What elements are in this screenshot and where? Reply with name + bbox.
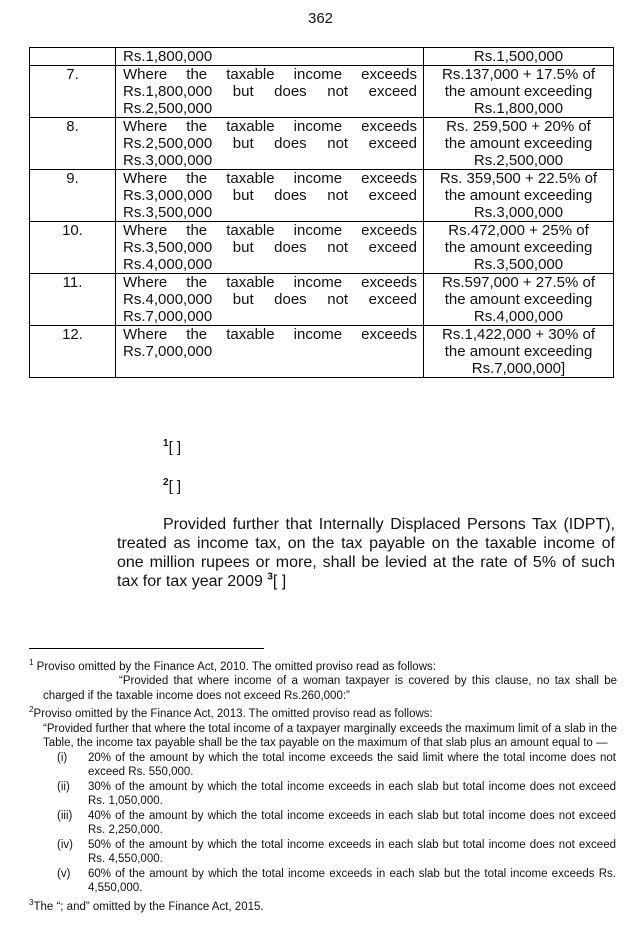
footnote-3: [29, 896, 617, 914]
condition-line: Rs.3,000,000: [123, 152, 213, 169]
slab-rate: [424, 48, 614, 66]
omitted-proviso-2: [163, 477, 181, 495]
condition-line: Rs.4,000,000: [123, 256, 213, 273]
rate-line: the amount exceeding: [444, 83, 593, 100]
slab-condition: [116, 170, 424, 222]
footnote-3-text: The “; and” omitted by the Finance Act, 2015.: [33, 900, 264, 913]
condition-line: Where the taxable income exceeds: [123, 118, 417, 135]
rate-line: Rs.597,000 + 27.5% of: [441, 274, 596, 291]
slab-rate: [424, 326, 614, 378]
condition-line: Rs.1,800,000 but does not exceed: [123, 83, 417, 100]
slab-condition: [116, 118, 424, 170]
slab-condition: [116, 326, 424, 378]
condition-line: Rs.2,500,000: [123, 100, 213, 117]
condition-line: Where the taxable income exceeds: [123, 170, 417, 187]
omitted-brackets-1: [ ]: [168, 439, 182, 456]
list-item: [29, 838, 617, 867]
table-row: [30, 326, 614, 378]
omitted-brackets-3: [ ]: [272, 573, 287, 590]
rate-line: Rs.7,000,000]: [471, 360, 566, 377]
slab-number: 8.: [30, 118, 116, 170]
footnote-marker-2: 2: [29, 705, 34, 715]
slab-rate: [424, 170, 614, 222]
footnote-2: [29, 703, 617, 721]
rate-line: Rs.4,000,000: [473, 308, 564, 325]
table-row: [30, 118, 614, 170]
item-numeral: (v): [57, 867, 71, 880]
slab-number: 11.: [30, 274, 116, 326]
slab-number: 12.: [30, 326, 116, 378]
rate-line: Rs. 259,500 + 20% of: [446, 118, 591, 135]
item-text: 50% of the amount by which the total income exceeds in each slab but total income does not exceed Rs. 4,550,000.: [88, 838, 616, 866]
slab-condition: [116, 222, 424, 274]
footnotes: [29, 656, 617, 914]
table-row: [30, 66, 614, 118]
item-numeral: (iii): [57, 809, 73, 822]
condition-line: Rs.1,800,000: [123, 48, 213, 65]
list-item: [29, 867, 617, 896]
condition-line: Where the taxable income exceeds: [123, 66, 417, 83]
list-item: [29, 780, 617, 809]
footnote-1-quote: “Provided that where income of a woman taxpayer is covered by this clause, no tax shall be charged if the taxable income does not exceed Rs.260,000:”: [43, 675, 617, 702]
slab-number: 10.: [30, 222, 116, 274]
rate-line: Rs.3,500,000: [473, 256, 564, 273]
rate-line: Rs.137,000 + 17.5% of: [441, 66, 596, 83]
slab-number: [30, 48, 116, 66]
rate-line: the amount exceeding: [444, 187, 593, 204]
slab-rate: [424, 274, 614, 326]
footnote-ref-3: 3: [267, 571, 273, 583]
rate-line: Rs.1,500,000: [473, 48, 564, 65]
table-row: [30, 170, 614, 222]
rate-line: Rs.1,422,000 + 30% of: [441, 326, 596, 343]
item-numeral: (i): [57, 751, 68, 764]
rate-line: Rs.1,800,000: [473, 100, 564, 117]
slab-number: 9.: [30, 170, 116, 222]
condition-line: Rs.4,000,000 but does not exceed: [123, 291, 417, 308]
omitted-brackets-2: [ ]: [168, 478, 182, 495]
item-text: 60% of the amount by which the total income exceeds in each slab but the total income exceeds Rs. 4,550,000.: [88, 867, 616, 895]
condition-line: Rs.7,000,000: [123, 343, 213, 360]
rate-line: the amount exceeding: [444, 239, 593, 256]
footnote-1-text: Proviso omitted by the Finance Act, 2010. The omitted proviso read as follows:: [33, 660, 436, 673]
condition-line: Where the taxable income exceeds: [123, 222, 417, 239]
list-item: [29, 809, 617, 838]
condition-line: Where the taxable income exceeds: [123, 274, 417, 291]
rate-line: Rs.3,000,000: [473, 204, 564, 221]
slab-condition: [116, 274, 424, 326]
table-row: [30, 274, 614, 326]
slab-rate: [424, 118, 614, 170]
footnote-marker-3: 3: [29, 897, 34, 907]
table-row: [30, 222, 614, 274]
footnote-divider: [29, 648, 264, 649]
idpt-proviso: [117, 515, 615, 591]
footnote-2-text: Proviso omitted by the Finance Act, 2013. The omitted proviso read as follows:: [33, 708, 433, 721]
footnote-ref-2: 2: [163, 477, 169, 488]
list-item: [29, 751, 617, 780]
footnote-2-items: [29, 751, 617, 896]
tax-rate-table: [29, 47, 614, 378]
rate-line: Rs.472,000 + 25% of: [448, 222, 589, 239]
slab-number: 7.: [30, 66, 116, 118]
item-numeral: (ii): [57, 780, 70, 793]
condition-line: Where the taxable income exceeds: [123, 326, 417, 343]
condition-line: Rs.3,500,000 but does not exceed: [123, 239, 417, 256]
condition-line: Rs.7,000,000: [123, 308, 213, 325]
table-row: [30, 48, 614, 66]
proviso-text: Provided further that Internally Displaced Persons Tax (IDPT), treated as income tax, on the tax payable on the taxable income of one million rupees or more, shall be levied at the rate of 5% of such tax for tax year 2009: [117, 516, 615, 590]
rate-line: the amount exceeding: [444, 343, 593, 360]
omitted-proviso-1: [163, 438, 181, 456]
slab-condition: [116, 48, 424, 66]
rate-line: Rs.2,500,000: [473, 152, 564, 169]
item-text: 40% of the amount by which the total income exceeds in each slab but total income does not exceed Rs. 2,250,000.: [88, 809, 616, 837]
slab-rate: [424, 222, 614, 274]
rate-line: the amount exceeding: [444, 135, 593, 152]
item-text: 30% of the amount by which the total income exceeds in each slab but total income does not exceed Rs. 1,050,000.: [88, 780, 616, 808]
slab-rate: [424, 66, 614, 118]
item-text: 20% of the amount by which the total income exceeds the said limit where the total income does not exceed Rs. 550,000.: [88, 751, 616, 779]
footnote-2-quote: “Provided further that where the total income of a taxpayer marginally exceeds the maximum limit of a slab in the Table, the income tax payable shall be the tax payable on the maximum of that slab plus an amount equal to —: [43, 722, 617, 750]
slab-condition: [116, 66, 424, 118]
rate-line: Rs. 359,500 + 22.5% of: [439, 170, 598, 187]
item-numeral: (iv): [57, 838, 73, 851]
footnote-marker-1: 1: [29, 658, 34, 667]
page-number: 362: [307, 10, 334, 27]
footnote-1: [29, 656, 617, 674]
footnote-ref-1: 1: [163, 438, 169, 449]
condition-line: Rs.3,000,000 but does not exceed: [123, 187, 417, 204]
condition-line: Rs.3,500,000: [123, 204, 213, 221]
condition-line: Rs.2,500,000 but does not exceed: [123, 135, 417, 152]
rate-line: the amount exceeding: [444, 291, 593, 308]
